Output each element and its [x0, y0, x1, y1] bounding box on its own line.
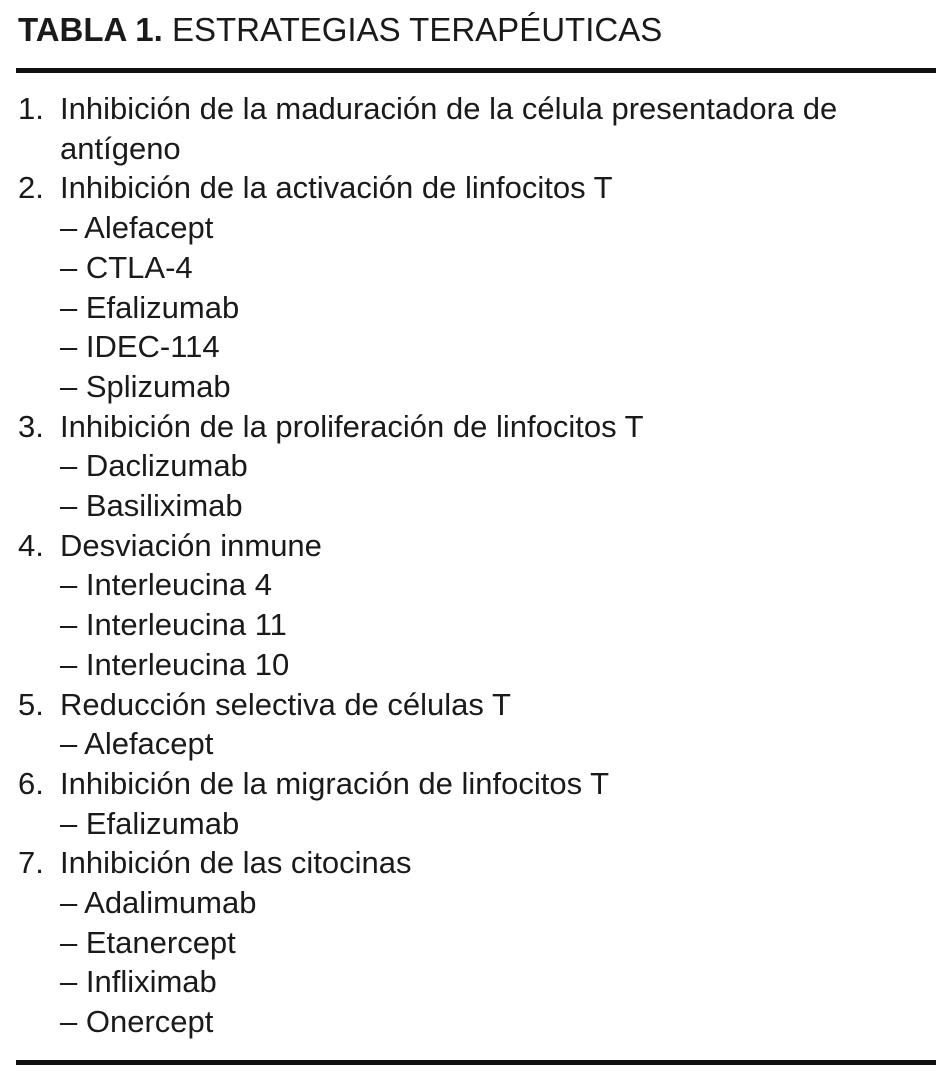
- strategy-number: 6.: [18, 765, 44, 801]
- strategy-text: Inhibición de las citocinas: [60, 845, 412, 881]
- agent-item: – Interleucina 10: [60, 646, 290, 682]
- strategy-item-heading: [18, 685, 928, 725]
- agent-item: – Efalizumab: [60, 805, 240, 841]
- strategy-item: [18, 685, 928, 764]
- strategy-number: 5.: [18, 686, 44, 722]
- bottom-rule: [16, 1060, 936, 1065]
- strategy-text: Inhibición de la activación de linfocitos T: [60, 170, 613, 206]
- strategy-number: 1.: [18, 91, 44, 126]
- strategy-text: Desviación inmune: [60, 527, 322, 563]
- strategy-list: [18, 89, 928, 1042]
- agent-list: [18, 883, 928, 1042]
- agent-item: – Onercept: [60, 1004, 214, 1040]
- agent-item: – Efalizumab: [60, 289, 240, 325]
- strategy-item-heading: [18, 89, 928, 168]
- strategy-text: Inhibición de la proliferación de linfocitos T: [60, 408, 644, 444]
- top-rule: [16, 68, 936, 73]
- strategy-number: 2.: [18, 170, 44, 206]
- agent-list: [18, 565, 928, 684]
- table-heading: ESTRATEGIAS TERAPÉUTICAS: [172, 11, 663, 48]
- strategy-item: [18, 764, 928, 843]
- strategy-item-heading: [18, 526, 928, 566]
- strategy-text: Inhibición de la migración de linfocitos T: [60, 765, 610, 801]
- strategy-number: 7.: [18, 845, 44, 881]
- strategy-text: Reducción selectiva de células T: [60, 686, 511, 722]
- strategy-number: 3.: [18, 408, 44, 444]
- agent-item: – Splizumab: [60, 368, 231, 404]
- strategy-item-heading: [18, 168, 928, 208]
- strategy-item: [18, 89, 928, 168]
- agent-item: – Basiliximab: [60, 488, 243, 524]
- agent-list: [18, 724, 928, 764]
- agent-list: [18, 804, 928, 844]
- strategy-item: [18, 168, 928, 406]
- agent-item: – Alefacept: [60, 726, 214, 762]
- table-label: TABLA 1.: [18, 11, 163, 48]
- strategy-item: [18, 407, 928, 526]
- agent-item: – Alefacept: [60, 210, 214, 246]
- strategy-item-heading: [18, 843, 928, 883]
- agent-item: – CTLA-4: [60, 249, 193, 285]
- strategy-item: [18, 526, 928, 685]
- strategy-text: Inhibición de la maduración de la célula presentadora de antígeno: [60, 91, 838, 166]
- table-title: [18, 8, 662, 52]
- strategy-item-heading: [18, 407, 928, 447]
- agent-item: – Interleucina 11: [60, 607, 287, 643]
- strategy-number: 4.: [18, 527, 44, 563]
- strategy-item-heading: [18, 764, 928, 804]
- agent-item: – Infliximab: [60, 964, 217, 1000]
- agent-item: – IDEC-114: [60, 329, 220, 365]
- agent-item: – Interleucina 4: [60, 567, 272, 603]
- agent-list: [18, 446, 928, 525]
- agent-item: – Adalimumab: [60, 885, 257, 921]
- agent-item: – Daclizumab: [60, 448, 248, 484]
- strategy-item: [18, 843, 928, 1042]
- agent-list: [18, 208, 928, 407]
- agent-item: – Etanercept: [60, 924, 236, 960]
